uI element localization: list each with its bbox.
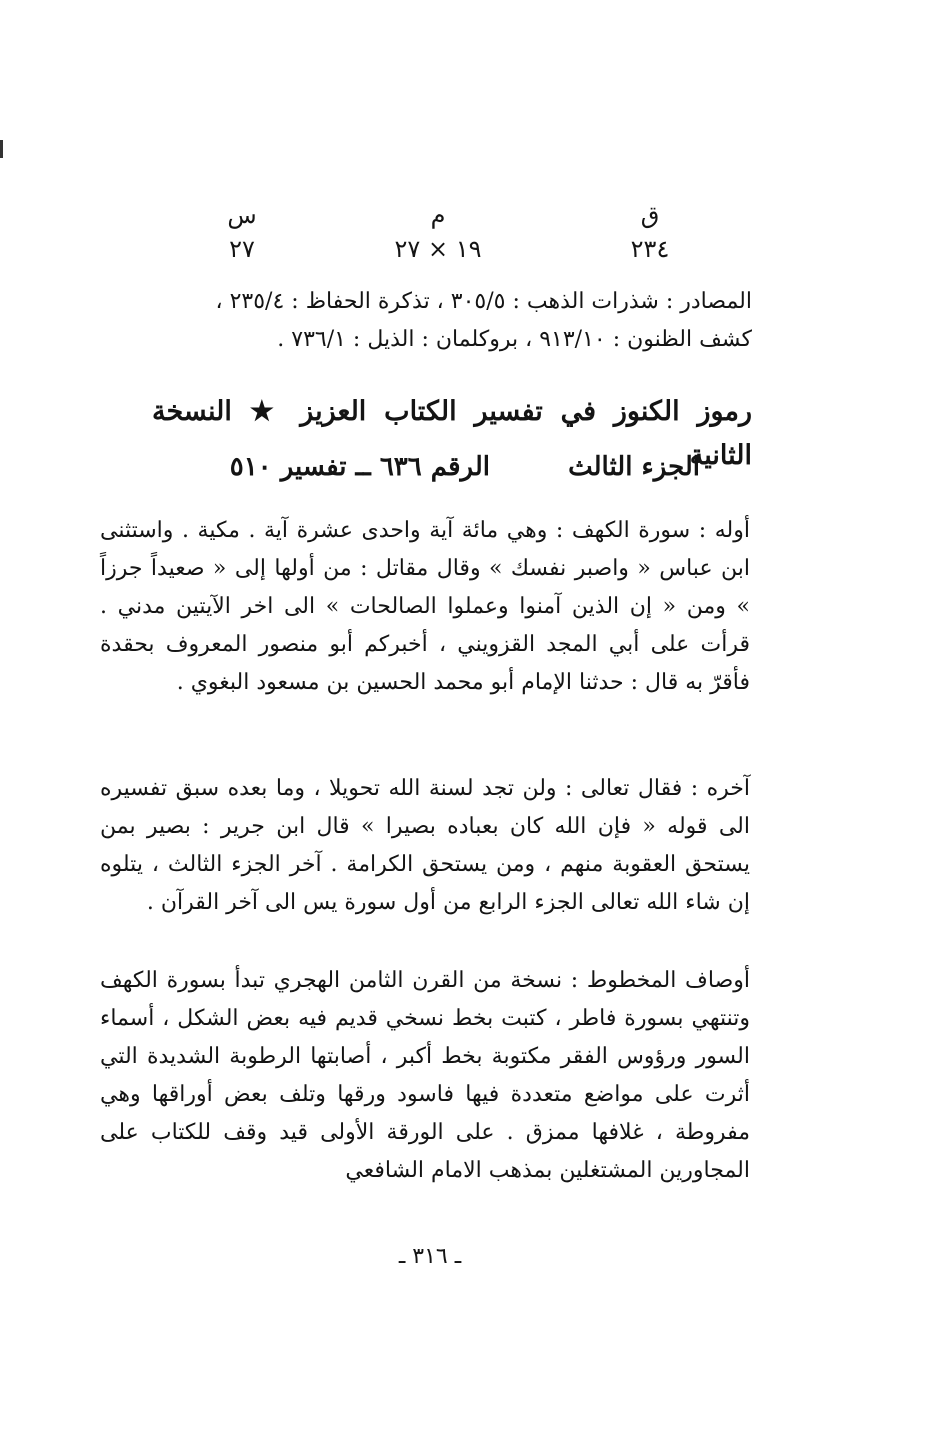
meta-column-lines	[172, 198, 312, 266]
page-number: ـ ٣١٦ ـ	[398, 1244, 462, 1269]
ending-paragraph: آخره : فقال تعالى : ولن تجد لسنة الله تحويلا ، وما بعده سبق تفسيره الى قوله « فإن الله كان بعباده بصيرا » قال ابن جرير : بصير بمن يستحق العقوبة منهم ، ومن يستحق الكرامة . آخر الجزء الثالث ، يتلوه إن شاء الله تعالى الجزء الرابع من أول سورة يس الى آخر القرآن .	[100, 776, 750, 915]
manuscript-metadata	[120, 198, 760, 268]
meta-lines-value: ٢٧	[229, 235, 255, 263]
meta-column-size	[368, 198, 508, 266]
description-paragraph: أوصاف المخطوط : نسخة من القرن الثامن الهجري تبدأ بسورة الكهف وتنتهي بسورة فاطر ، كتبت بخط نسخي قديم فيه بعض الشكل ، أسماء السور ورؤوس الفقر مكتوبة بخط أكبر ، أصابتها الرطوبة الشديدة التي أثرت على مواضع متعددة فيها فاسود ورقها وتلف بعض أوراقها وهي مفروطة ، غلافها ممزق . على الورقة الأولى قيد وقف للكتاب على المجاورين المشتغلين بمذهب الامام الشافعي	[100, 968, 750, 1183]
meta-lines-label: س	[227, 201, 257, 229]
meta-column-pages	[580, 198, 720, 266]
sources-block	[112, 283, 752, 359]
meta-pages-label: ق	[640, 201, 660, 229]
scan-edge-mark	[0, 140, 3, 158]
sources-line-2: كشف الظنون : ٩١٣/١٠ ، بروكلمان : الذيل : ٧٣٦/١ .	[277, 327, 752, 352]
meta-pages-value: ٢٣٤	[630, 235, 670, 263]
catalog-number: الرقم ٦٣٦ ــ تفسير ٥١٠	[229, 452, 490, 482]
part-label: الجزء الثالث	[568, 452, 700, 482]
meta-size-value: ١٩ × ٢٧	[394, 235, 482, 263]
entry-subtitle	[120, 445, 700, 489]
beginning-paragraph: أوله : سورة الكهف : وهي مائة آية واحدى عشرة آية . مكية . واستثنى ابن عباس « واصبر نفسك » وقال مقاتل : من أولها إلى « صعيداً جرزاً » ومن « إن الذين آمنوا وعملوا الصالحات » الى اخر الآيتين مدني . قرأت على أبي المجد القزويني ، أخبركم أبو منصور المعروف بحقدة فأقرّ به قال : حدثنا الإمام أبو محمد الحسين بن مسعود البغوي .	[100, 518, 750, 695]
entry-title: رموز الكنوز في تفسير الكتاب العزيز ★ النسخة الثانية	[152, 396, 752, 471]
meta-size-label: م	[430, 201, 446, 229]
sources-line-1: المصادر : شذرات الذهب : ٣٠٥/٥ ، تذكرة الحفاظ : ٢٣٥/٤ ،	[215, 289, 752, 314]
